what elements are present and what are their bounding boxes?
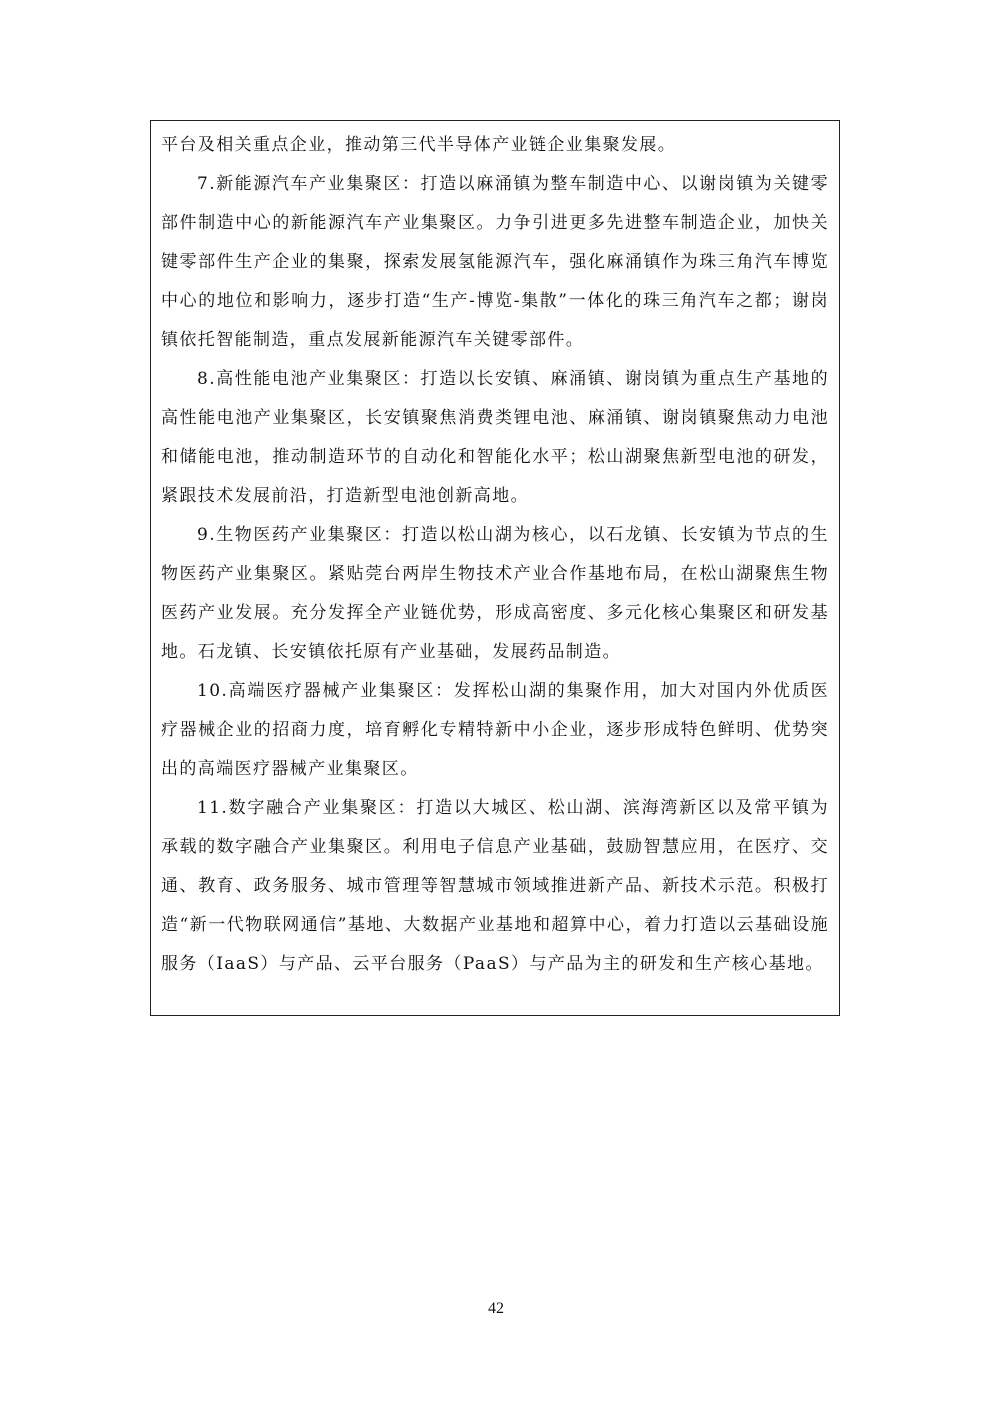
paragraph-medical-devices: 10.高端医疗器械产业集聚区：发挥松山湖的集聚作用，加大对国内外优质医疗器械企业的招商力度，培育孵化专精特新中小企业，逐步形成特色鲜明、优势突出的高端医疗器械产业集聚区。	[161, 681, 829, 779]
paragraph-high-performance-batteries: 8.高性能电池产业集聚区：打造以长安镇、麻涌镇、谢岗镇为重点生产基地的高性能电池产业集聚区，长安镇聚焦消费类锂电池、麻涌镇、谢岗镇聚焦动力电池和储能电池，推动制造环节的自动化和智能化水平；松山湖聚焦新型电池的研发，紧跟技术发展前沿，打造新型电池创新高地。	[161, 369, 829, 506]
paragraph-biomedicine: 9.生物医药产业集聚区：打造以松山湖为核心，以石龙镇、长安镇为节点的生物医药产业集聚区。紧贴莞台两岸生物技术产业合作基地布局，在松山湖聚焦生物医药产业发展。充分发挥全产业链优势，形成高密度、多元化核心集聚区和研发基地。石龙镇、长安镇依托原有产业基础，发展药品制造。	[161, 525, 829, 662]
paragraph-continuation: 平台及相关重点企业，推动第三代半导体产业链企业集聚发展。	[161, 135, 677, 155]
document-text-box	[150, 120, 840, 1016]
page-number: 42	[488, 1300, 504, 1317]
paragraph-digital-integration: 11.数字融合产业集聚区：打造以大城区、松山湖、滨海湾新区以及常平镇为承载的数字融合产业集聚区。利用电子信息产业基础，鼓励智慧应用，在医疗、交通、教育、政务服务、城市管理等智慧城市领域推进新产品、新技术示范。积极打造“新一代物联网通信”基地、大数据产业基地和超算中心，着力打造以云基础设施服务（IaaS）与产品、云平台服务（PaaS）与产品为主的研发和生产核心基地。	[161, 798, 829, 974]
paragraph-new-energy-vehicles: 7.新能源汽车产业集聚区：打造以麻涌镇为整车制造中心、以谢岗镇为关键零部件制造中心的新能源汽车产业集聚区。力争引进更多先进整车制造企业，加快关键零部件生产企业的集聚，探索发展氢能源汽车，强化麻涌镇作为珠三角汽车博览中心的地位和影响力，逐步打造“生产-博览-集散”一体化的珠三角汽车之都；谢岗镇依托智能制造，重点发展新能源汽车关键零部件。	[161, 174, 829, 350]
